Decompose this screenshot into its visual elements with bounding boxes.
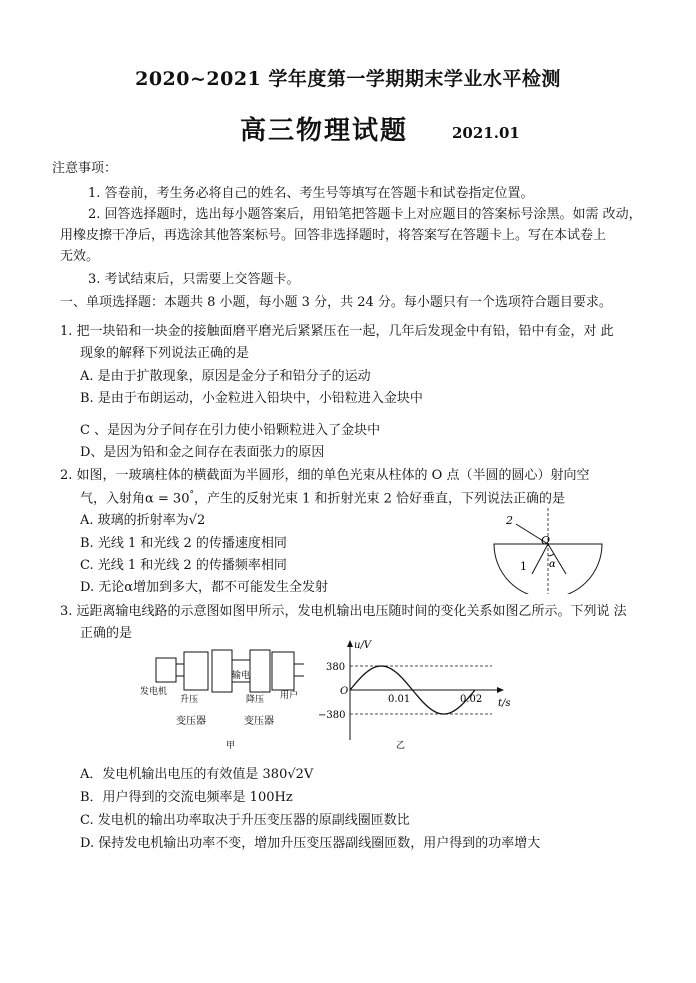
- q3-transmission-diagram: [140, 642, 310, 752]
- note-3: 3. 考试结束后，只需要上交答题卡。: [88, 272, 300, 287]
- x-axis-arrow: [497, 687, 504, 693]
- step-down-label: 降压: [246, 695, 265, 705]
- alpha-label: α: [549, 559, 556, 570]
- figure-yi-label: 乙: [396, 741, 406, 751]
- step-up-transformer-left: [184, 652, 208, 690]
- q3-stem-line-1: 3. 远距离输电线路的示意图如图甲所示，发电机输出电压随时间的变化关系如图乙所示。下列说 法: [60, 604, 627, 619]
- x-tick-001: 0.01: [388, 694, 411, 705]
- q2-option-a: A. 玻璃的折射率为√2: [80, 513, 206, 528]
- note-1: 1. 答卷前，考生务必将自己的姓名、考生号等填写在答题卡和试卷指定位置。: [88, 186, 534, 201]
- figure-jia-label: 甲: [226, 741, 236, 751]
- generator-box: [156, 658, 176, 682]
- y-axis-label: u/V: [354, 640, 372, 651]
- q1-option-d: D、是因为铅和金之间存在表面张力的原因: [80, 445, 325, 460]
- q1-stem-line-2: 现象的解释下列说法正确的是: [80, 346, 250, 361]
- q1-stem-line-1: 1. 把一块铅和一块金的接触面磨平磨光后紧紧压在一起，几年后发现金中有铅，铅中有金，对 此: [60, 324, 614, 339]
- q1-option-a: A. 是由于扩散现象，原因是金分子和铅分子的运动: [80, 369, 371, 384]
- ray-2-label: 2: [506, 514, 513, 527]
- q2-option-b: B. 光线 1 和光线 2 的传播速度相同: [80, 536, 287, 551]
- step-down-transformer-left: [250, 650, 270, 692]
- q1-option-b: B. 是由于布朗运动，小金粒进入铅块中，小铅粒进入金块中: [80, 391, 423, 406]
- q3-voltage-chart: [312, 636, 518, 752]
- x-axis-label: t/s: [498, 698, 511, 709]
- exam-date: 2021.01: [452, 124, 520, 142]
- user-label: 用户: [280, 691, 299, 701]
- q2-semicircle-figure: [486, 508, 610, 594]
- paper-subtitle: 高三物理试题: [240, 116, 409, 146]
- section-heading: 一、单项选择题：本题共 8 小题，每小题 3 分，共 24 分。每小题只有一个选项符合题目要求。: [60, 295, 612, 310]
- angle-arc: [548, 554, 554, 556]
- q3-option-a: A．发电机输出电压的有效值是 380√2V: [80, 767, 314, 782]
- origin-label: O: [340, 686, 349, 697]
- q1-option-c: C 、是因为分子间存在引力使小铅颗粒进入了金块中: [80, 423, 381, 438]
- step-up-transformer-right: [212, 650, 232, 692]
- note-2-line-2: 用橡皮擦干净后，再选涂其他答案标号。回答非选择题时，将答案写在答题卡上。写在本试卷上: [60, 228, 607, 243]
- note-2-line-1: 2. 回答选择题时，选出每小题答案后，用铅笔把答题卡上对应题目的答案标号涂黑。如需 改动，: [88, 207, 642, 222]
- note-2-line-3: 无效。: [60, 249, 100, 264]
- q3-option-d: D. 保持发电机输出功率不变，增加升压变压器副线圈匝数，用户得到的功率增大: [80, 836, 541, 851]
- exam-title: 2020~2021 学年度第一学期期末学业水平检测: [135, 68, 561, 90]
- reflected-ray-1: [532, 544, 548, 574]
- q3-stem-line-2: 正确的是: [80, 626, 133, 641]
- q2-option-c: C. 光线 1 和光线 2 的传播频率相同: [80, 558, 287, 573]
- y-tick-neg-380: −380: [318, 710, 346, 721]
- notes-heading: 注意事项：: [52, 161, 118, 176]
- x-tick-002: 0.02: [460, 694, 483, 705]
- q2-stem-line-1: 2. 如图，一玻璃柱体的横截面为半圆形，细的单色光束从柱体的 O 点（半圆的圆心）射向空: [60, 468, 590, 483]
- transformer-label-1: 变压器: [176, 716, 206, 727]
- transmission-label: 输电: [232, 671, 251, 681]
- transformer-label-2: 变压器: [244, 716, 274, 727]
- q2-option-d: D. 无论α增加到多大，都不可能发生全发射: [80, 580, 329, 595]
- q3-option-b: B．用户得到的交流电频率是 100Hz: [80, 790, 293, 805]
- y-tick-380: 380: [326, 662, 346, 673]
- q2-stem-line-2: 气，入射角α = 30°，产生的反射光束 1 和折射光束 2 恰好垂直，下列说法正确的是: [80, 490, 566, 507]
- step-down-transformer-right: [272, 652, 294, 690]
- generator-label: 发电机: [140, 687, 168, 697]
- y-axis-arrow: [347, 640, 353, 647]
- q3-option-c: C. 发电机的输出功率取决于升压变压器的原副线圈匝数比: [80, 813, 410, 828]
- point-o-label: O: [541, 534, 551, 547]
- step-up-label: 升压: [180, 695, 199, 705]
- ray-1-label: 1: [520, 560, 527, 573]
